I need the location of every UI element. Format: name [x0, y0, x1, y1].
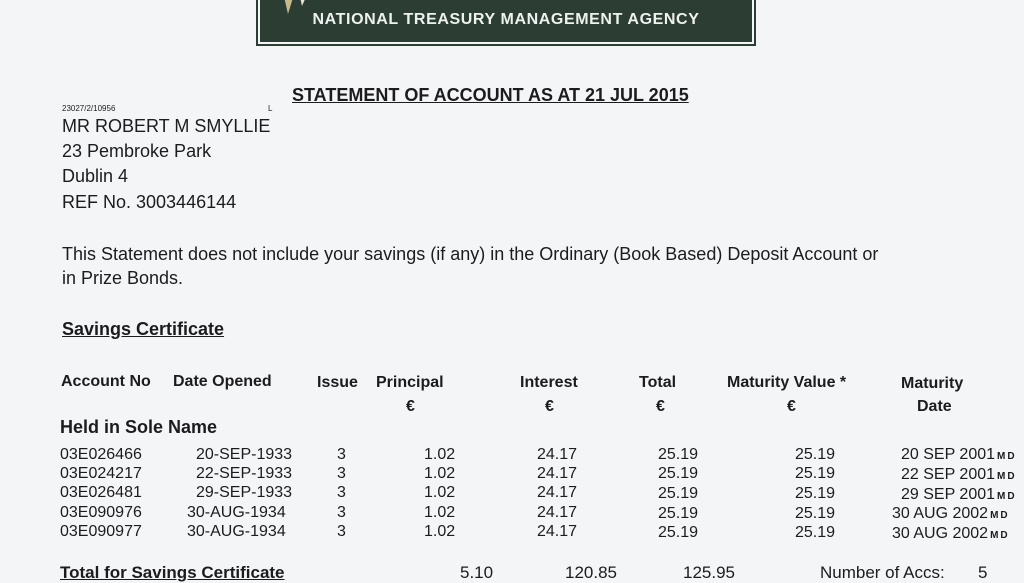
cell-maturity-date: 30 AUG 2002 MD — [892, 505, 1010, 522]
cell-issue: 3 — [337, 504, 346, 521]
cell-interest: 24.17 — [537, 484, 578, 501]
cell-total: 25.19 — [658, 465, 699, 482]
cell-maturity-date: 29 SEP 2001 MD — [901, 486, 1017, 503]
group-label: Held in Sole Name — [60, 417, 218, 437]
totals-count-label: Number of Accs: — [820, 563, 945, 582]
maturity-flag: MD — [997, 451, 1017, 462]
cell-issue: 3 — [337, 523, 346, 540]
agency-name: NATIONAL TREASURY MANAGEMENT AGENCY — [312, 11, 700, 28]
maturity-flag: MD — [997, 491, 1017, 502]
cell-maturity-date: 20 SEP 2001 MD — [901, 446, 1017, 463]
cell-total: 25.19 — [658, 524, 699, 541]
cell-date-opened: 22-SEP-1933 — [196, 465, 293, 482]
cell-account-no: 03E026481 — [60, 484, 142, 501]
section-title: Savings Certificate — [62, 319, 225, 339]
cell-maturity-value: 25.19 — [795, 446, 836, 463]
header-issue: Issue — [317, 374, 358, 391]
cell-maturity-date: 30 AUG 2002 MD — [892, 525, 1010, 542]
statement-note-line-2: in Prize Bonds. — [62, 268, 184, 288]
currency-maturity-value: € — [787, 398, 796, 415]
cell-principal: 1.02 — [424, 504, 456, 521]
document-marker: L — [268, 104, 273, 113]
reference-number: REF No. 3003446144 — [62, 192, 237, 212]
cell-total: 25.19 — [658, 505, 699, 522]
totals-principal: 5.10 — [460, 563, 494, 582]
totals-total: 125.95 — [683, 563, 735, 582]
document-reference: 23027/2/10956 — [62, 104, 116, 113]
statement-title: STATEMENT OF ACCOUNT AS AT 21 JUL 2015 — [292, 85, 689, 105]
agency-banner — [258, 0, 754, 44]
cell-interest: 24.17 — [537, 446, 578, 463]
address-line-1: 23 Pembroke Park — [62, 141, 212, 161]
cell-interest: 24.17 — [537, 465, 578, 482]
cell-total: 25.19 — [658, 446, 699, 463]
statement-note-line-1: This Statement does not include your savings (if any) in the Ordinary (Book Based) Deposit Account or — [62, 244, 879, 264]
cell-interest: 24.17 — [537, 523, 578, 540]
header-account-no: Account No — [61, 373, 151, 390]
cell-total: 25.19 — [658, 485, 699, 502]
totals-interest: 120.85 — [565, 563, 617, 582]
header-principal: Principal — [376, 374, 444, 391]
cell-date-opened: 30-AUG-1934 — [187, 523, 286, 540]
currency-interest: € — [545, 398, 554, 415]
cell-date-opened: 30-AUG-1934 — [187, 504, 286, 521]
maturity-flag: MD — [990, 510, 1010, 521]
header-maturity-value: Maturity Value * — [727, 374, 847, 391]
cell-date-opened: 29-SEP-1933 — [196, 484, 293, 501]
header-maturity: Maturity — [901, 375, 964, 392]
cell-account-no: 03E024217 — [60, 465, 142, 482]
maturity-flag: MD — [997, 471, 1017, 482]
customer-name: MR ROBERT M SMYLLIE — [62, 116, 271, 136]
cell-principal: 1.02 — [424, 523, 456, 540]
cell-principal: 1.02 — [424, 465, 456, 482]
cell-account-no: 03E090976 — [60, 504, 142, 521]
cell-maturity-date: 22 SEP 2001 MD — [901, 466, 1017, 483]
cell-maturity-value: 25.19 — [795, 524, 836, 541]
cell-account-no: 03E026466 — [60, 446, 142, 463]
cell-maturity-value: 25.19 — [795, 505, 836, 522]
cell-maturity-value: 25.19 — [795, 485, 836, 502]
currency-principal: € — [406, 398, 415, 415]
totals-count: 5 — [978, 563, 988, 582]
header-date-opened: Date Opened — [173, 373, 272, 390]
cell-principal: 1.02 — [424, 446, 456, 463]
cell-issue: 3 — [337, 484, 346, 501]
cell-maturity-value: 25.19 — [795, 465, 836, 482]
header-date: Date — [917, 398, 952, 415]
header-interest: Interest — [520, 374, 578, 391]
cell-interest: 24.17 — [537, 504, 578, 521]
cell-issue: 3 — [337, 446, 346, 463]
cell-account-no: 03E090977 — [60, 523, 142, 540]
cell-date-opened: 20-SEP-1933 — [196, 446, 293, 463]
cell-principal: 1.02 — [424, 484, 456, 501]
totals-label: Total for Savings Certificate — [60, 563, 285, 582]
header-total: Total — [639, 374, 677, 391]
maturity-flag: MD — [990, 530, 1010, 541]
currency-total: € — [656, 398, 665, 415]
address-line-2: Dublin 4 — [62, 166, 129, 186]
cell-issue: 3 — [337, 465, 346, 482]
